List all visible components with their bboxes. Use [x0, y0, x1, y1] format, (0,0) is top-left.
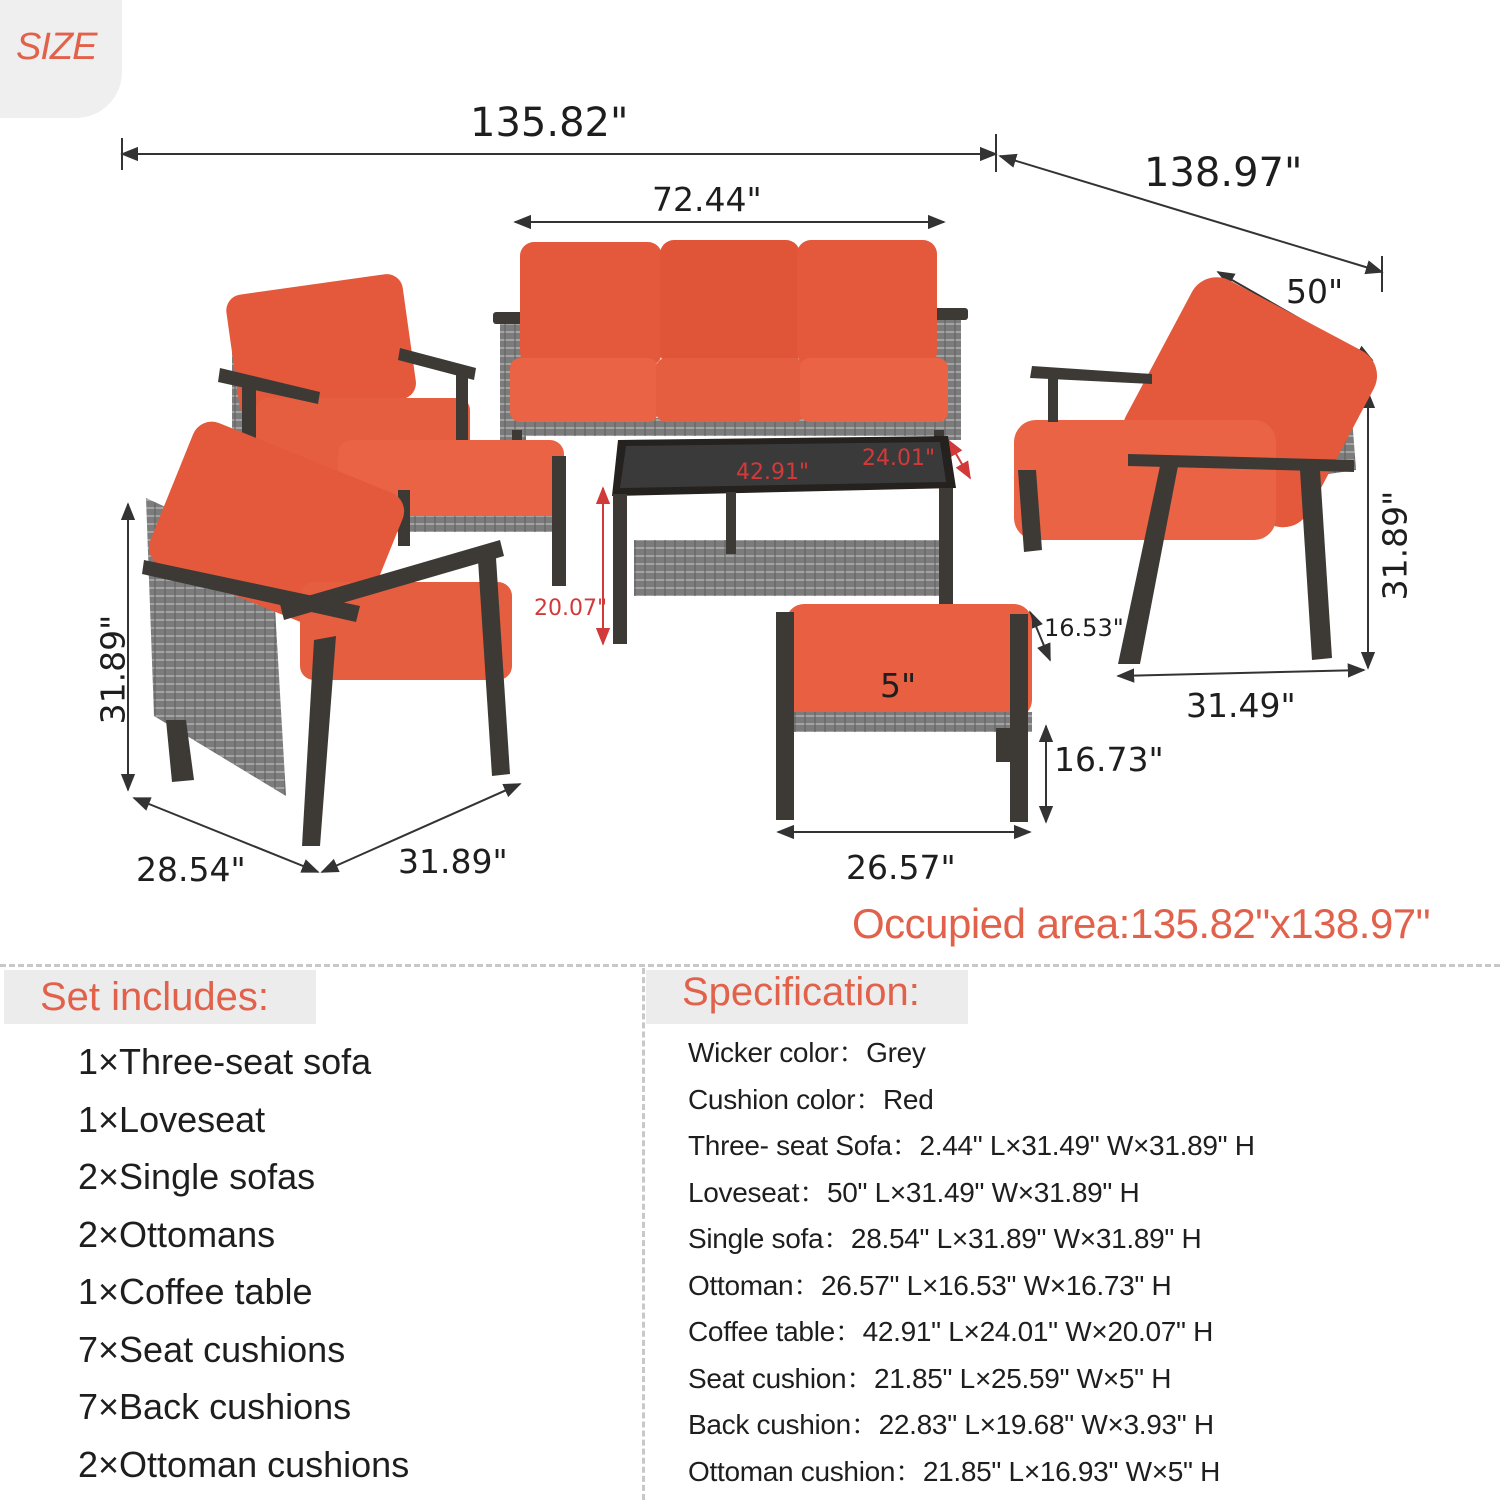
ottoman-width-label: 16.53"	[1044, 614, 1124, 642]
table-width-label: 24.01"	[862, 446, 936, 471]
spec-item: Ottoman：26.57" L×16.53" W×16.73" H	[688, 1269, 1172, 1301]
chair-height-label: 31.89"	[93, 614, 133, 725]
three-seat-sofa	[493, 240, 968, 452]
vertical-divider	[642, 968, 645, 1500]
size-badge-label: SIZE	[16, 26, 97, 68]
ottoman-length-label: 26.57"	[846, 848, 956, 887]
spec-item: Cushion color：Red	[688, 1083, 934, 1115]
spec-item: Three- seat Sofa：2.44" L×31.49" W×31.89" H	[688, 1130, 1255, 1161]
overall-depth-label: 138.97"	[1144, 150, 1303, 196]
ottoman-height-label: 16.73"	[1054, 740, 1164, 779]
list-item: 1×Coffee table	[78, 1271, 313, 1312]
spec-item: Back cushion：22.83" L×19.68" W×3.93" H	[688, 1409, 1214, 1440]
spec-item: Single sofa：28.54" L×31.89" W×31.89" H	[688, 1223, 1202, 1254]
list-item: 1×Three-seat sofa	[78, 1041, 372, 1082]
table-length-label: 42.91"	[736, 460, 810, 485]
table-height-label: 20.07"	[534, 596, 608, 621]
occupied-area-label: Occupied area:135.82"x138.97"	[852, 900, 1431, 947]
ottoman-cushion-label: 5"	[880, 666, 917, 705]
chair-depth-label: 31.89"	[398, 842, 508, 881]
spec-item: Ottoman cushion：21.85" L×16.93" W×5" H	[688, 1455, 1221, 1487]
specification-title: Specification:	[682, 970, 920, 1014]
list-item: 2×Ottoman cushions	[78, 1443, 410, 1485]
sofa-width-label: 72.44"	[652, 180, 762, 219]
chair-width-label: 28.54"	[136, 850, 246, 889]
spec-item: Coffee table：42.91" L×24.01" W×20.07" H	[688, 1316, 1214, 1347]
spec-item: Wicker color：Grey	[688, 1037, 926, 1068]
set-includes-title: Set includes:	[40, 975, 270, 1019]
spec-item: Loveseat：50" L×31.49" W×31.89" H	[688, 1176, 1140, 1208]
loveseat-width-label: 50"	[1286, 272, 1344, 311]
list-item: 2×Single sofas	[78, 1156, 316, 1197]
overall-width-label: 135.82"	[470, 100, 629, 146]
loveseat-depth-label: 31.49"	[1186, 686, 1296, 725]
ottoman-front	[776, 604, 1032, 822]
spec-item: Seat cushion：21.85" L×25.59" W×5" H	[688, 1362, 1172, 1394]
list-item: 1×Loveseat	[78, 1098, 266, 1140]
list-item: 7×Seat cushions	[78, 1328, 346, 1370]
set-includes-list	[78, 1038, 409, 1498]
loveseat-height-label: 31.89"	[1375, 490, 1415, 601]
specification-list	[688, 1034, 1255, 1499]
list-item: 2×Ottomans	[78, 1213, 276, 1255]
list-item: 7×Back cushions	[78, 1386, 352, 1427]
horizontal-divider	[0, 964, 1500, 967]
loveseat	[1014, 267, 1387, 664]
